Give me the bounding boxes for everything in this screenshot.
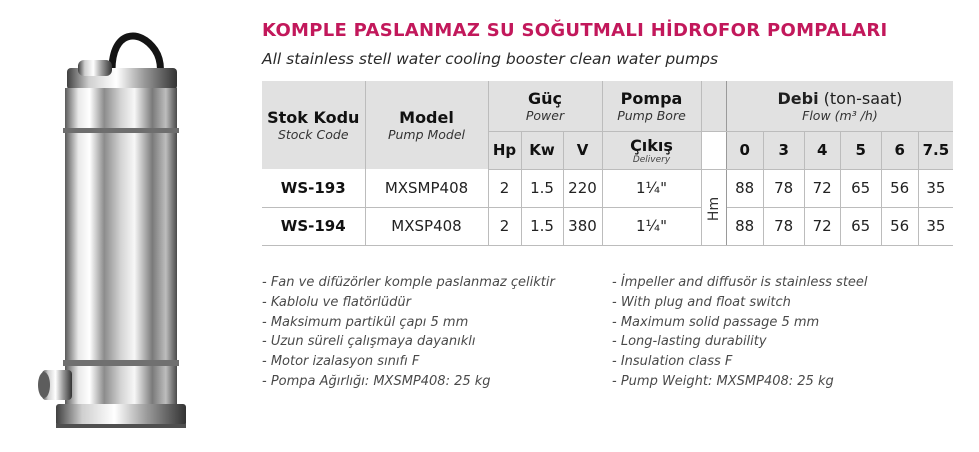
cell-head: 65: [840, 169, 881, 207]
list-item: - Kablolu ve flatörlüdür: [262, 294, 411, 310]
list-item: - Fan ve difüzörler komple paslanmaz çeliktir: [262, 275, 555, 290]
flow-label-en: Flow (m³ /h): [802, 107, 878, 123]
header-flow: [726, 81, 953, 131]
cell-head: 78: [763, 169, 804, 207]
cell-head: 72: [804, 169, 840, 207]
cell-v: 220: [563, 169, 602, 207]
list-item: - Pompa Ağırlığı: MXSMP408: 25 kg: [262, 373, 491, 389]
cell-head: 56: [881, 169, 918, 207]
list-item: - Insulation class F: [612, 354, 733, 370]
power-label: Güç: [527, 88, 562, 108]
features-list-en: [612, 273, 868, 392]
header-stock-code: [262, 81, 365, 169]
debi-unit: (ton-saat): [823, 88, 903, 108]
list-item: - Uzun süreli çalışmaya dayanıklı: [262, 334, 476, 350]
pump-label: Pompa: [620, 88, 683, 108]
cell-head: 88: [726, 169, 763, 207]
cell-head: 56: [881, 207, 918, 245]
page-subtitle: All stainless stell water cooling booster clean water pumps: [262, 50, 719, 68]
cell-outlet: 1¼": [602, 207, 701, 245]
header-model: [365, 81, 488, 169]
pump-label-en: Pump Bore: [617, 107, 686, 123]
cell-model: MXSP408: [365, 207, 488, 245]
list-item: - Long-lasting durability: [612, 334, 767, 350]
col-v: V: [563, 131, 602, 169]
list-item: - İmpeller and diffusör is stainless steel: [612, 275, 868, 290]
outlet-label-en: Delivery: [632, 154, 671, 165]
cell-hp: 2: [488, 207, 521, 245]
cell-head: 78: [763, 207, 804, 245]
stock-code-label: Stok Kodu: [267, 108, 360, 127]
header-pump: [602, 81, 701, 131]
col-flow-3: 5: [840, 131, 881, 169]
list-item: - Motor izalasyon sınıfı F: [262, 354, 420, 370]
cell-kw: 1.5: [521, 207, 563, 245]
page-title: KOMPLE PASLANMAZ SU SOĞUTMALI HİDROFOR POMPALARI: [262, 20, 888, 41]
list-item: - Pump Weight: MXSMP408: 25 kg: [612, 373, 834, 389]
cell-head: 88: [726, 207, 763, 245]
cell-outlet: 1¼": [602, 169, 701, 207]
outlet-label: Çıkış: [630, 135, 673, 155]
col-outlet: [602, 131, 701, 169]
col-flow-4: 6: [881, 131, 918, 169]
col-flow-0: 0: [726, 131, 763, 169]
hm-cell: [701, 169, 726, 245]
features-list-tr: [262, 273, 555, 392]
debi-label: Debi: [777, 88, 819, 108]
col-hp: Hp: [488, 131, 521, 169]
cell-head: 35: [918, 207, 953, 245]
col-kw: Kw: [521, 131, 563, 169]
header-power: [488, 81, 602, 131]
cell-head: 72: [804, 207, 840, 245]
pump-illustration: [20, 20, 240, 445]
cell-kw: 1.5: [521, 169, 563, 207]
spec-table: [262, 81, 953, 246]
cell-head: 65: [840, 207, 881, 245]
list-item: - Maksimum partikül çapı 5 mm: [262, 314, 469, 330]
col-flow-5: 7.5: [918, 131, 953, 169]
cell-model: MXSMP408: [365, 169, 488, 207]
hm-label: Hm: [705, 196, 722, 221]
cell-v: 380: [563, 207, 602, 245]
table-row: [262, 169, 953, 207]
cell-code: WS-194: [262, 207, 365, 245]
header-gap: [701, 81, 726, 131]
table-row: [262, 207, 953, 245]
pump-image: [20, 20, 240, 445]
cell-head: 35: [918, 169, 953, 207]
model-label: Model: [399, 108, 454, 127]
list-item: - With plug and float switch: [612, 294, 791, 310]
list-item: - Maximum solid passage 5 mm: [612, 314, 820, 330]
cell-code: WS-193: [262, 169, 365, 207]
header-gap-2: [701, 131, 726, 169]
col-flow-2: 4: [804, 131, 840, 169]
stock-code-label-en: Stock Code: [277, 127, 349, 142]
col-flow-1: 3: [763, 131, 804, 169]
model-label-en: Pump Model: [387, 127, 466, 142]
cell-hp: 2: [488, 169, 521, 207]
power-label-en: Power: [525, 107, 565, 123]
